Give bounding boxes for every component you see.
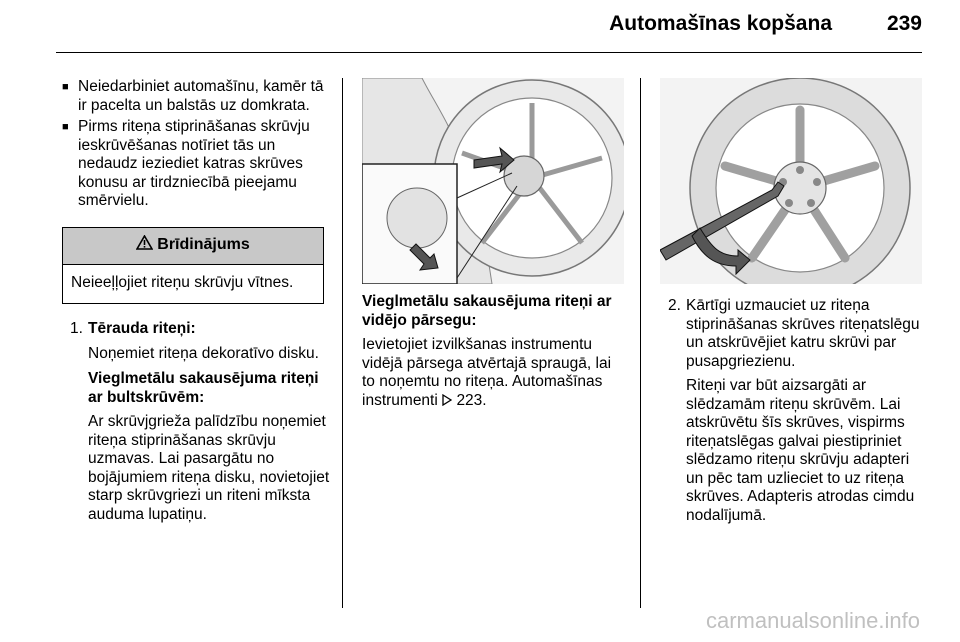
step-number: 1. — [70, 320, 83, 337]
reference-link-text[interactable]: Automašīnas instrumenti — [362, 373, 603, 409]
list-item: ■ Neiedarbiniet automašīnu, kamēr tā ir pacelta un balstās uz domkrata. — [62, 78, 324, 114]
step-note: Riteņi var būt aizsargāti ar slēdzamām riteņu skrūvēm. Lai atskrūvētu šīs skrūves, vispirms riteņatslēgas galvai piestipriniet slēdzamo riteņu skrūvju adapteri un pēc tam uzlieciet to uz riteņa skrūves. Adapteris atrodas cimdu nodalījumā. — [686, 377, 915, 524]
column-1 — [62, 78, 330, 524]
page-reference-icon — [442, 392, 456, 409]
step-sub-text: Ar skrūvjgrieža palīdzību noņemiet riteņa stiprināšanas skrūvju uzmavas. Lai pasargātu no bojājumiem riteņa disku, novietojiet starp skrūvgriezi un riteni mīksta auduma lupatiņu. — [88, 413, 330, 523]
list-item: ■ Pirms riteņa stiprināšanas skrūvju ieskrūvēšanas notīriet tās un nedaudz ieziediet katras skrūves konusu ar tirdzniecībā pieejamu smērvielu. — [62, 118, 310, 209]
step-text: Noņemiet riteņa dekoratīvo disku. — [88, 344, 319, 362]
step-text: Kārtīgi uzmauciet uz riteņa stiprināšanas skrūves riteņatslēgu un atskrūvējiet katru skrūvi par pusapgriezienu. — [686, 297, 920, 370]
column-2-text — [362, 293, 624, 410]
warning-text: Neieeļļojiet riteņu skrūvju vītnes. — [71, 273, 294, 291]
warning-title: Brīdinājums — [157, 236, 250, 254]
section-heading: Vieglmetālu sakausējuma riteņi ar vidējo pārsegu: — [362, 293, 612, 329]
header-rule — [56, 52, 922, 53]
page-number: 239 — [886, 12, 922, 35]
warning-triangle-icon — [136, 235, 153, 256]
section-text: Ievietojiet izvilkšanas instrumentu vidējā pārsega atvērtajā spraugā, lai to noņemtu no riteņa. Automašīnas instrumenti 223. — [362, 336, 612, 409]
wheel-center-cap-illustration — [362, 78, 624, 284]
warning-box — [62, 227, 324, 305]
step-sub-heading: Vieglmetālu sakausējuma riteņi ar bultskrūvēm: — [88, 370, 319, 406]
column-3-text — [660, 297, 922, 525]
step-2 — [660, 297, 922, 525]
warning-header — [63, 228, 323, 265]
column-divider — [342, 78, 343, 608]
bullet-square-icon: ■ — [62, 121, 69, 133]
column-divider — [640, 78, 641, 608]
wheel-wrench-illustration — [660, 78, 922, 284]
step-1 — [62, 320, 330, 524]
step-number: 2. — [668, 297, 681, 314]
step-heading: Tērauda riteņi: — [88, 320, 196, 337]
watermark: carmanualsonline.info — [705, 608, 920, 633]
bullet-square-icon: ■ — [62, 81, 69, 93]
reference-link-page[interactable]: 223. — [456, 391, 487, 409]
page-title: Automašīnas kopšana — [609, 12, 832, 35]
